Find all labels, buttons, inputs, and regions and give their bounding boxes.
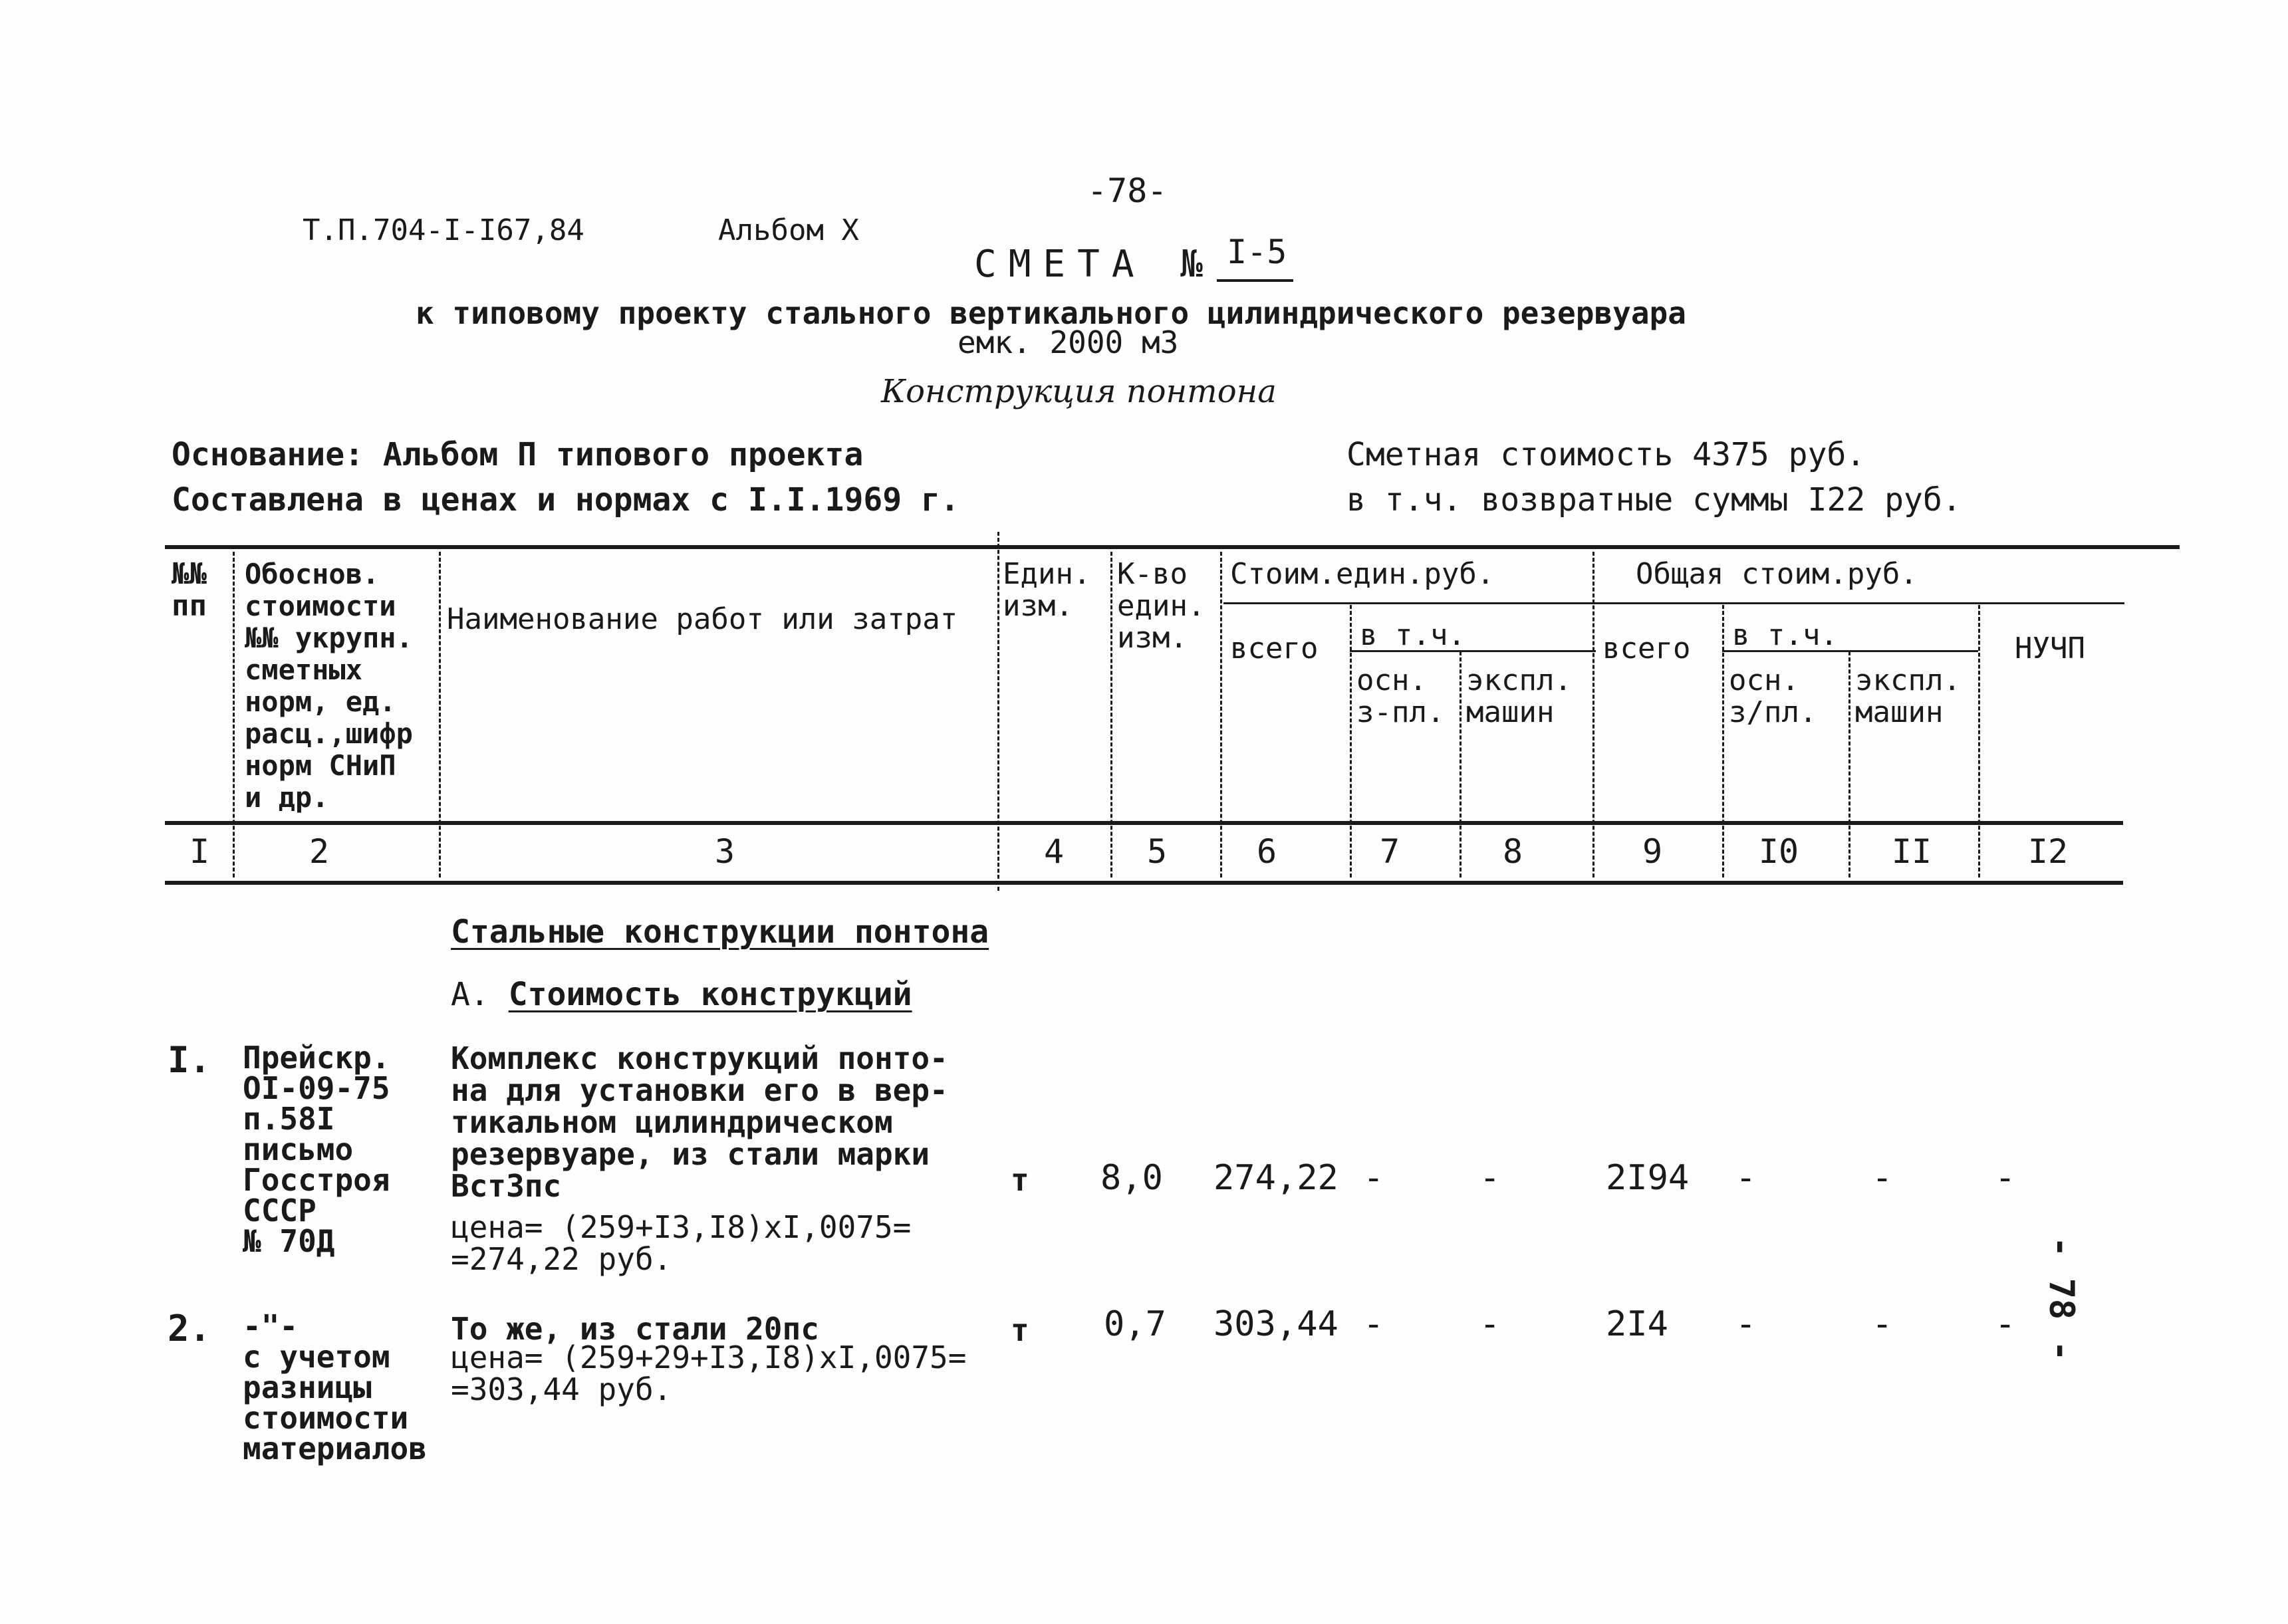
row-1-unit: т [1011,1162,1029,1198]
album-label: Альбом X [718,213,859,247]
col-number-3: 3 [714,832,735,871]
row-2-unit-total: 303,44 [1213,1304,1338,1344]
unit-cost-rule [1223,602,1596,604]
header-col-3: Наименование работ или затрат [447,602,958,636]
header-col-5: К-во един. изм. [1117,557,1206,655]
header-total-all: всего [1602,632,1691,665]
col-number-1: I [189,832,210,871]
row-1-total: 2I94 [1606,1158,1690,1198]
col-divider-4 [1110,552,1112,877]
row-2-total-osn: - [1735,1304,1757,1344]
row-1-number: I. [168,1039,211,1081]
section-sub-heading [451,976,912,1013]
col-divider-9 [1722,605,1724,877]
header-total-ekspl: экспл. машин [1855,663,1961,729]
header-unit-osn: осн. з-пл. [1356,663,1445,729]
col-number-10: I0 [1758,832,1799,871]
row-2-basis: -"- с учетом разницы стоимости материалов [243,1308,427,1466]
row-2-total-ekspl: - [1872,1304,1893,1344]
row-2-price: цена= (259+29+I3,I8)xI,0075= =303,44 руб. [451,1339,967,1407]
row-1-total-ekspl: - [1872,1158,1893,1198]
col-divider-1 [233,552,235,877]
subtitle-line-1: к типовому проекту стального вертикального цилиндрического резервуара [416,295,1686,331]
col-number-9: 9 [1642,832,1663,871]
row-2-unit-ekspl: - [1479,1304,1501,1344]
col-divider-3 [997,532,999,891]
section-title: Конструкция понтона [881,373,1277,410]
col-number-7: 7 [1379,832,1400,871]
header-col-4: Един. изм. [1003,557,1091,623]
row-2-qty: 0,7 [1104,1304,1166,1344]
col-divider-8 [1592,552,1594,877]
header-total-cost: Общая стоим.руб. [1636,557,1918,591]
header-unit-cost: Стоим.един.руб. [1230,557,1495,591]
row-1-basis: Прейскр. ОI-09-75 п.58I письмо Госстроя СССР № 70Д [243,1040,390,1259]
col-divider-2 [439,552,441,877]
col-number-2: 2 [309,832,330,871]
row-1-nuchp: - [1995,1158,2016,1198]
row-1-unit-osn: - [1363,1158,1384,1198]
row-2-unit: т [1011,1312,1029,1348]
document-title [974,243,1215,286]
col-divider-6 [1350,605,1352,877]
returnable-sums: в т.ч. возвратные суммы I22 руб. [1346,481,1962,519]
header-total-incl: в т.ч. [1732,618,1838,652]
table-top-rule [165,545,2180,549]
row-1-unit-ekspl: - [1479,1158,1501,1198]
col-number-11: II [1891,832,1932,871]
header-col-2: Обоснов. стоимости №№ укрупн. сметных норм, ед. расц.,шифр норм СНиП и др. [245,558,413,814]
numbers-bottom-rule [165,881,2123,885]
row-1-total-osn: - [1735,1158,1757,1198]
subtitle-line-2: емк. 2000 м3 [957,324,1179,360]
row-2-nuchp: - [1995,1304,2016,1344]
col-divider-5 [1220,552,1222,877]
row-1-price: цена= (259+I3,I8)xI,0075= =274,22 руб. [451,1209,912,1277]
smeta-number: I-5 [1227,233,1287,271]
col-number-4: 4 [1043,832,1065,871]
page-number: -78- [1087,172,1168,210]
row-2-unit-osn: - [1363,1304,1384,1344]
col-divider-7 [1460,651,1462,877]
header-unit-ekspl: экспл. машин [1466,663,1572,729]
total-cost-rule [1596,602,2124,604]
row-1-qty: 8,0 [1100,1158,1163,1198]
col-number-5: 5 [1146,832,1168,871]
row-1-name: Комплекс конструкций понто- на для установки его в вер- тикальном цилиндрическом резервуаре, из стали марки ВстЗпс [451,1040,948,1204]
header-col-12: НУЧП [2015,632,2085,665]
section-sub-text: Стоимость конструкций [508,976,912,1013]
prices-line: Составлена в ценах и нормах с I.I.1969 г. [172,481,959,519]
smeta-number-underline [1217,279,1293,282]
col-number-8: 8 [1502,832,1523,871]
header-bottom-rule [165,821,2123,825]
col-number-6: 6 [1256,832,1277,871]
col-number-12: I2 [2027,832,2069,871]
row-2-name: То же, из стали 20пс [451,1311,819,1347]
title-text: СМЕТА № [974,243,1215,286]
section-main-heading: Стальные конструкции понтона [451,913,989,951]
basis-line: Основание: Альбом П типового проекта [172,436,864,473]
row-2-number: 2. [168,1308,211,1349]
section-sub-prefix: А. [451,976,489,1013]
header-col-1: №№ пп [172,557,207,623]
col-divider-11 [1978,605,1980,877]
row-2-total: 2I4 [1606,1304,1668,1344]
header-unit-incl: в т.ч. [1360,618,1465,652]
row-1-unit-total: 274,22 [1213,1158,1338,1198]
col-divider-10 [1848,651,1850,877]
estimated-cost: Сметная стоимость 4375 руб. [1346,436,1866,473]
doc-code: Т.П.704-I-I67,84 [303,213,584,247]
side-page-number: - 78 - [2041,1236,2081,1361]
header-total-osn: осн. з/пл. [1729,663,1817,729]
header-unit-all: всего [1230,632,1319,665]
